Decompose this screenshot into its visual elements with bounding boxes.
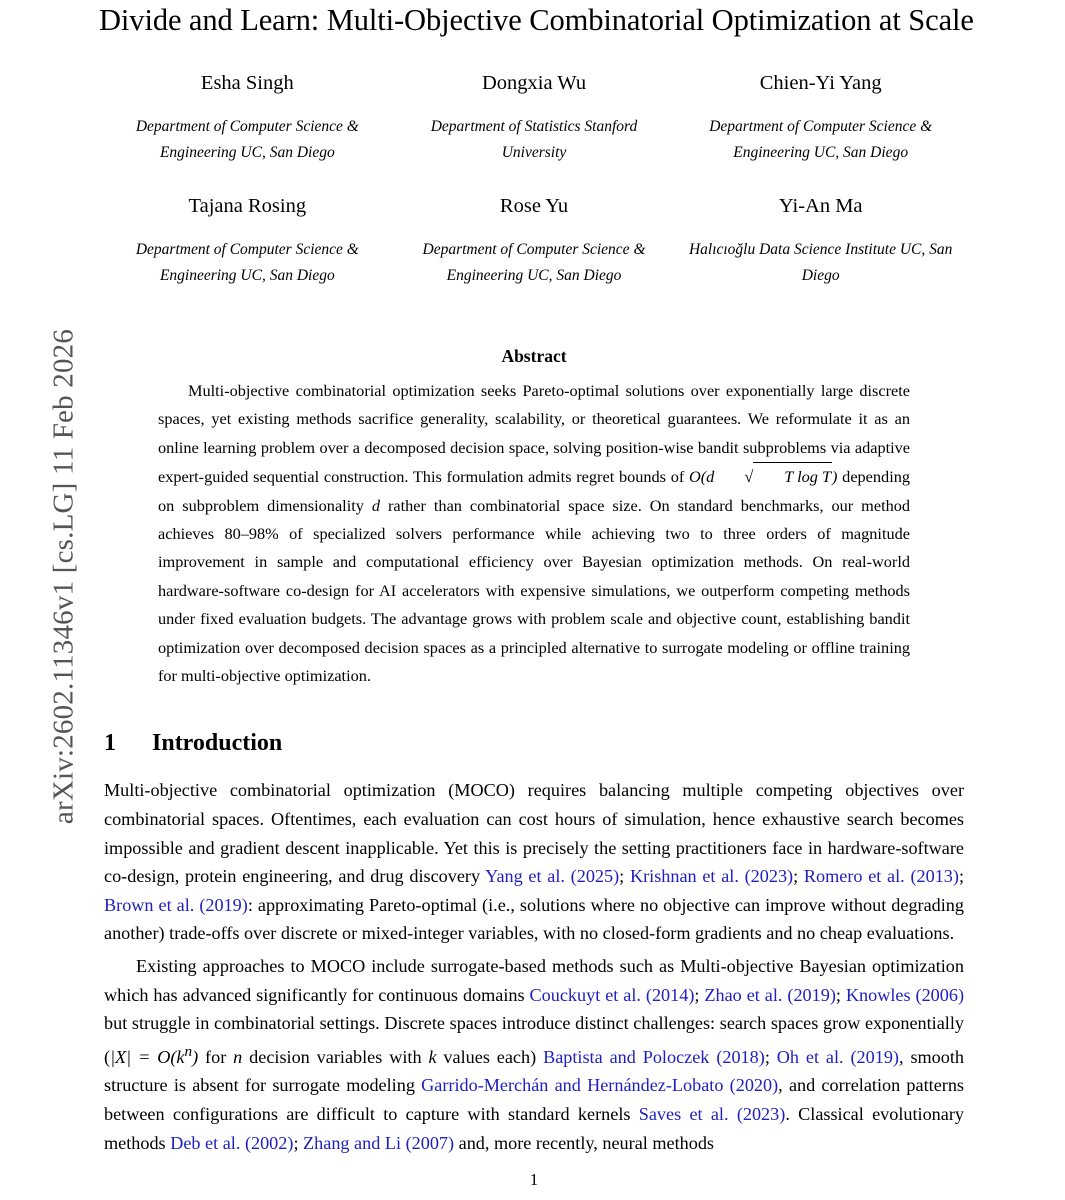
section-heading — [104, 730, 964, 757]
para-segment: : approximating Pareto-optimal (i.e., solutions where no objective can improve without degrading another) trade-offs over discrete or mixed-integer variables, with no closed-form gradients and no cheap evaluations. — [104, 894, 964, 944]
para-segment: Multi-objective combinatorial optimization (MOCO) requires balancing multiple competing objectives over combinatorial spaces. Oftentimes, each evaluation can cost hours of simulation, hence exhaustive search becomes impossible and gradient descent inapplicable. Yet this is precisely the setting practitioners face in hardware-software co-design, protein engineering, and drug discovery — [104, 780, 964, 887]
author-block — [391, 70, 678, 165]
citation-year-link[interactable]: (2025) — [570, 866, 620, 887]
para-segment: and, more recently, neural methods — [454, 1132, 714, 1153]
author-affiliation: Department of Statistics Stanford University — [430, 118, 638, 161]
para-segment: ; — [694, 984, 705, 1005]
para-segment: ; — [619, 866, 630, 887]
citation-year-link[interactable]: (2014) — [645, 984, 695, 1005]
citation-link[interactable]: Garrido-Merchán and Hernández-Lobato — [421, 1075, 724, 1096]
para-segment: ; — [835, 984, 846, 1005]
para-segment: . Classical evolutionary methods — [104, 1104, 964, 1153]
citation-link[interactable]: Krishnan et al. — [629, 866, 739, 887]
abstract-text — [158, 377, 910, 690]
para-segment: values each) — [436, 1046, 544, 1067]
citation-link[interactable]: Knowles — [845, 984, 911, 1005]
citation-link[interactable]: Zhang and Li — [303, 1132, 402, 1153]
author-name: Yi-An Ma — [778, 195, 863, 217]
authors-row-1 — [104, 70, 964, 165]
abstract-segment: Multi-objective combinatorial optimization seeks Pareto-optimal solutions over exponentially large discrete spaces, yet existing methods sacrifice generality, scalability, or theoretical guarantees. We reformulate it as an online learning problem over a decomposed decision space, solving position-wise bandit subproblems via adaptive expert-guided sequential construction. This formulation admits regret bounds of — [158, 381, 910, 487]
citation-year-link[interactable]: (2023) — [736, 1104, 786, 1125]
citation-year-link[interactable]: (2018) — [716, 1046, 765, 1067]
citation-link[interactable]: Baptista and Poloczek — [543, 1046, 710, 1067]
abstract-segment: depending on subproblem dimensionality — [158, 467, 910, 515]
author-name: Tajana Rosing — [188, 195, 307, 217]
abstract-math-close: ) — [832, 467, 838, 487]
citation-year-link[interactable]: (2019) — [199, 894, 248, 915]
citation-year-link[interactable]: (2006) — [915, 984, 965, 1005]
abstract-math-regret: O(d — [689, 467, 715, 487]
citation-link[interactable]: Romero et al. — [803, 866, 905, 887]
intro-paragraph-2 — [104, 952, 964, 1157]
author-block — [104, 193, 391, 288]
para-segment: , and correlation patterns between configurations are difficult to capture with standard kernels — [104, 1075, 964, 1125]
citation-year-link[interactable]: (2013) — [910, 866, 959, 887]
intro-paragraph-1 — [104, 776, 964, 948]
citation-year-link[interactable]: (2020) — [729, 1075, 779, 1096]
author-affiliation: Department of Computer Science & Engineering UC, San Diego — [422, 241, 646, 284]
citation-link[interactable]: Brown et al. — [104, 894, 195, 915]
arxiv-stamp: arXiv:2602.11346v1 [cs.LG] 11 Feb 2026 — [47, 328, 80, 825]
authors-row-2 — [104, 193, 964, 288]
sqrt-symbol: √ T log T — [714, 462, 832, 491]
page-title: Divide and Learn: Multi-Objective Combinatorial Optimization at Scale — [99, 3, 974, 37]
author-block — [677, 193, 964, 288]
section-title: Introduction — [152, 730, 283, 757]
abstract-math-sqrt-arg: T log T — [753, 462, 832, 491]
para-segment: ; — [793, 866, 804, 887]
para-segment: decision variables with — [242, 1046, 429, 1067]
author-affiliation: Department of Computer Science & Engineering UC, San Diego — [135, 241, 359, 284]
abstract-math-d: d — [371, 495, 380, 515]
section-number: 1 — [104, 730, 116, 757]
author-name: Esha Singh — [200, 72, 294, 94]
citation-link[interactable]: Deb et al. — [170, 1132, 241, 1153]
author-name: Chien-Yi Yang — [759, 72, 882, 94]
author-block — [104, 70, 391, 165]
citation-year-link[interactable]: (2007) — [405, 1132, 455, 1153]
para-segment: Existing approaches to MOCO include surrogate-based methods such as Multi-objective Bayesian optimization which has advanced significantly for continuous domains — [104, 956, 964, 1005]
math-k: k — [428, 1046, 437, 1067]
math-exponent-n: n — [184, 1042, 193, 1060]
abstract-heading: Abstract — [501, 346, 567, 366]
para-segment: ; — [293, 1132, 304, 1153]
citation-year-link[interactable]: (2019) — [850, 1046, 899, 1067]
para-segment: , smooth structure is absent for surrogate modeling — [104, 1046, 965, 1096]
para-segment: ; — [958, 866, 965, 887]
math-close-paren: ) — [192, 1046, 199, 1067]
para-segment: for — [198, 1046, 234, 1067]
para-segment: ; — [764, 1046, 777, 1067]
citation-link[interactable]: Saves et al. — [638, 1104, 729, 1125]
author-affiliation: Department of Computer Science & Engineering UC, San Diego — [709, 118, 933, 161]
citation-year-link[interactable]: (2019) — [787, 984, 836, 1005]
para-segment: but struggle in combinatorial settings. Discrete spaces introduce distinct challenges: search spaces grow exponentially ( — [104, 1013, 964, 1067]
citation-year-link[interactable]: (2002) — [244, 1132, 294, 1153]
abstract-segment: rather than combinatorial space size. On standard benchmarks, our method achieves 80–98% of specialized solvers performance while achieving two to three orders of magnitude improvement in sample and computational efficiency over Bayesian optimization methods. On real-world hardware-software co-design for AI accelerators with expensive simulations, we outperform competing methods under fixed evaluation budgets. The advantage grows with problem scale and objective count, establishing bandit optimization over decomposed decision spaces as a principled alternative to surrogate modeling or offline training for multi-objective optimization. — [158, 495, 911, 686]
paper-page — [99, 0, 974, 1200]
math-space-size: |X| = O(k — [110, 1046, 185, 1067]
citation-link[interactable]: Couckuyt et al. — [529, 984, 641, 1005]
author-block — [677, 70, 964, 165]
author-name: Dongxia Wu — [481, 72, 587, 94]
citation-link[interactable]: Oh et al. — [776, 1046, 844, 1067]
author-affiliation: Halıcıoğlu Data Science Institute UC, San Diego — [688, 241, 953, 284]
math-n: n — [233, 1046, 243, 1067]
page-number: 1 — [529, 1170, 539, 1189]
citation-year-link[interactable]: (2023) — [744, 866, 794, 887]
author-block — [391, 193, 678, 288]
citation-link[interactable]: Yang et al. — [485, 866, 565, 887]
author-name: Rose Yu — [499, 195, 569, 217]
citation-link[interactable]: Zhao et al. — [704, 984, 783, 1005]
author-affiliation: Department of Computer Science & Engineering UC, San Diego — [135, 118, 359, 161]
